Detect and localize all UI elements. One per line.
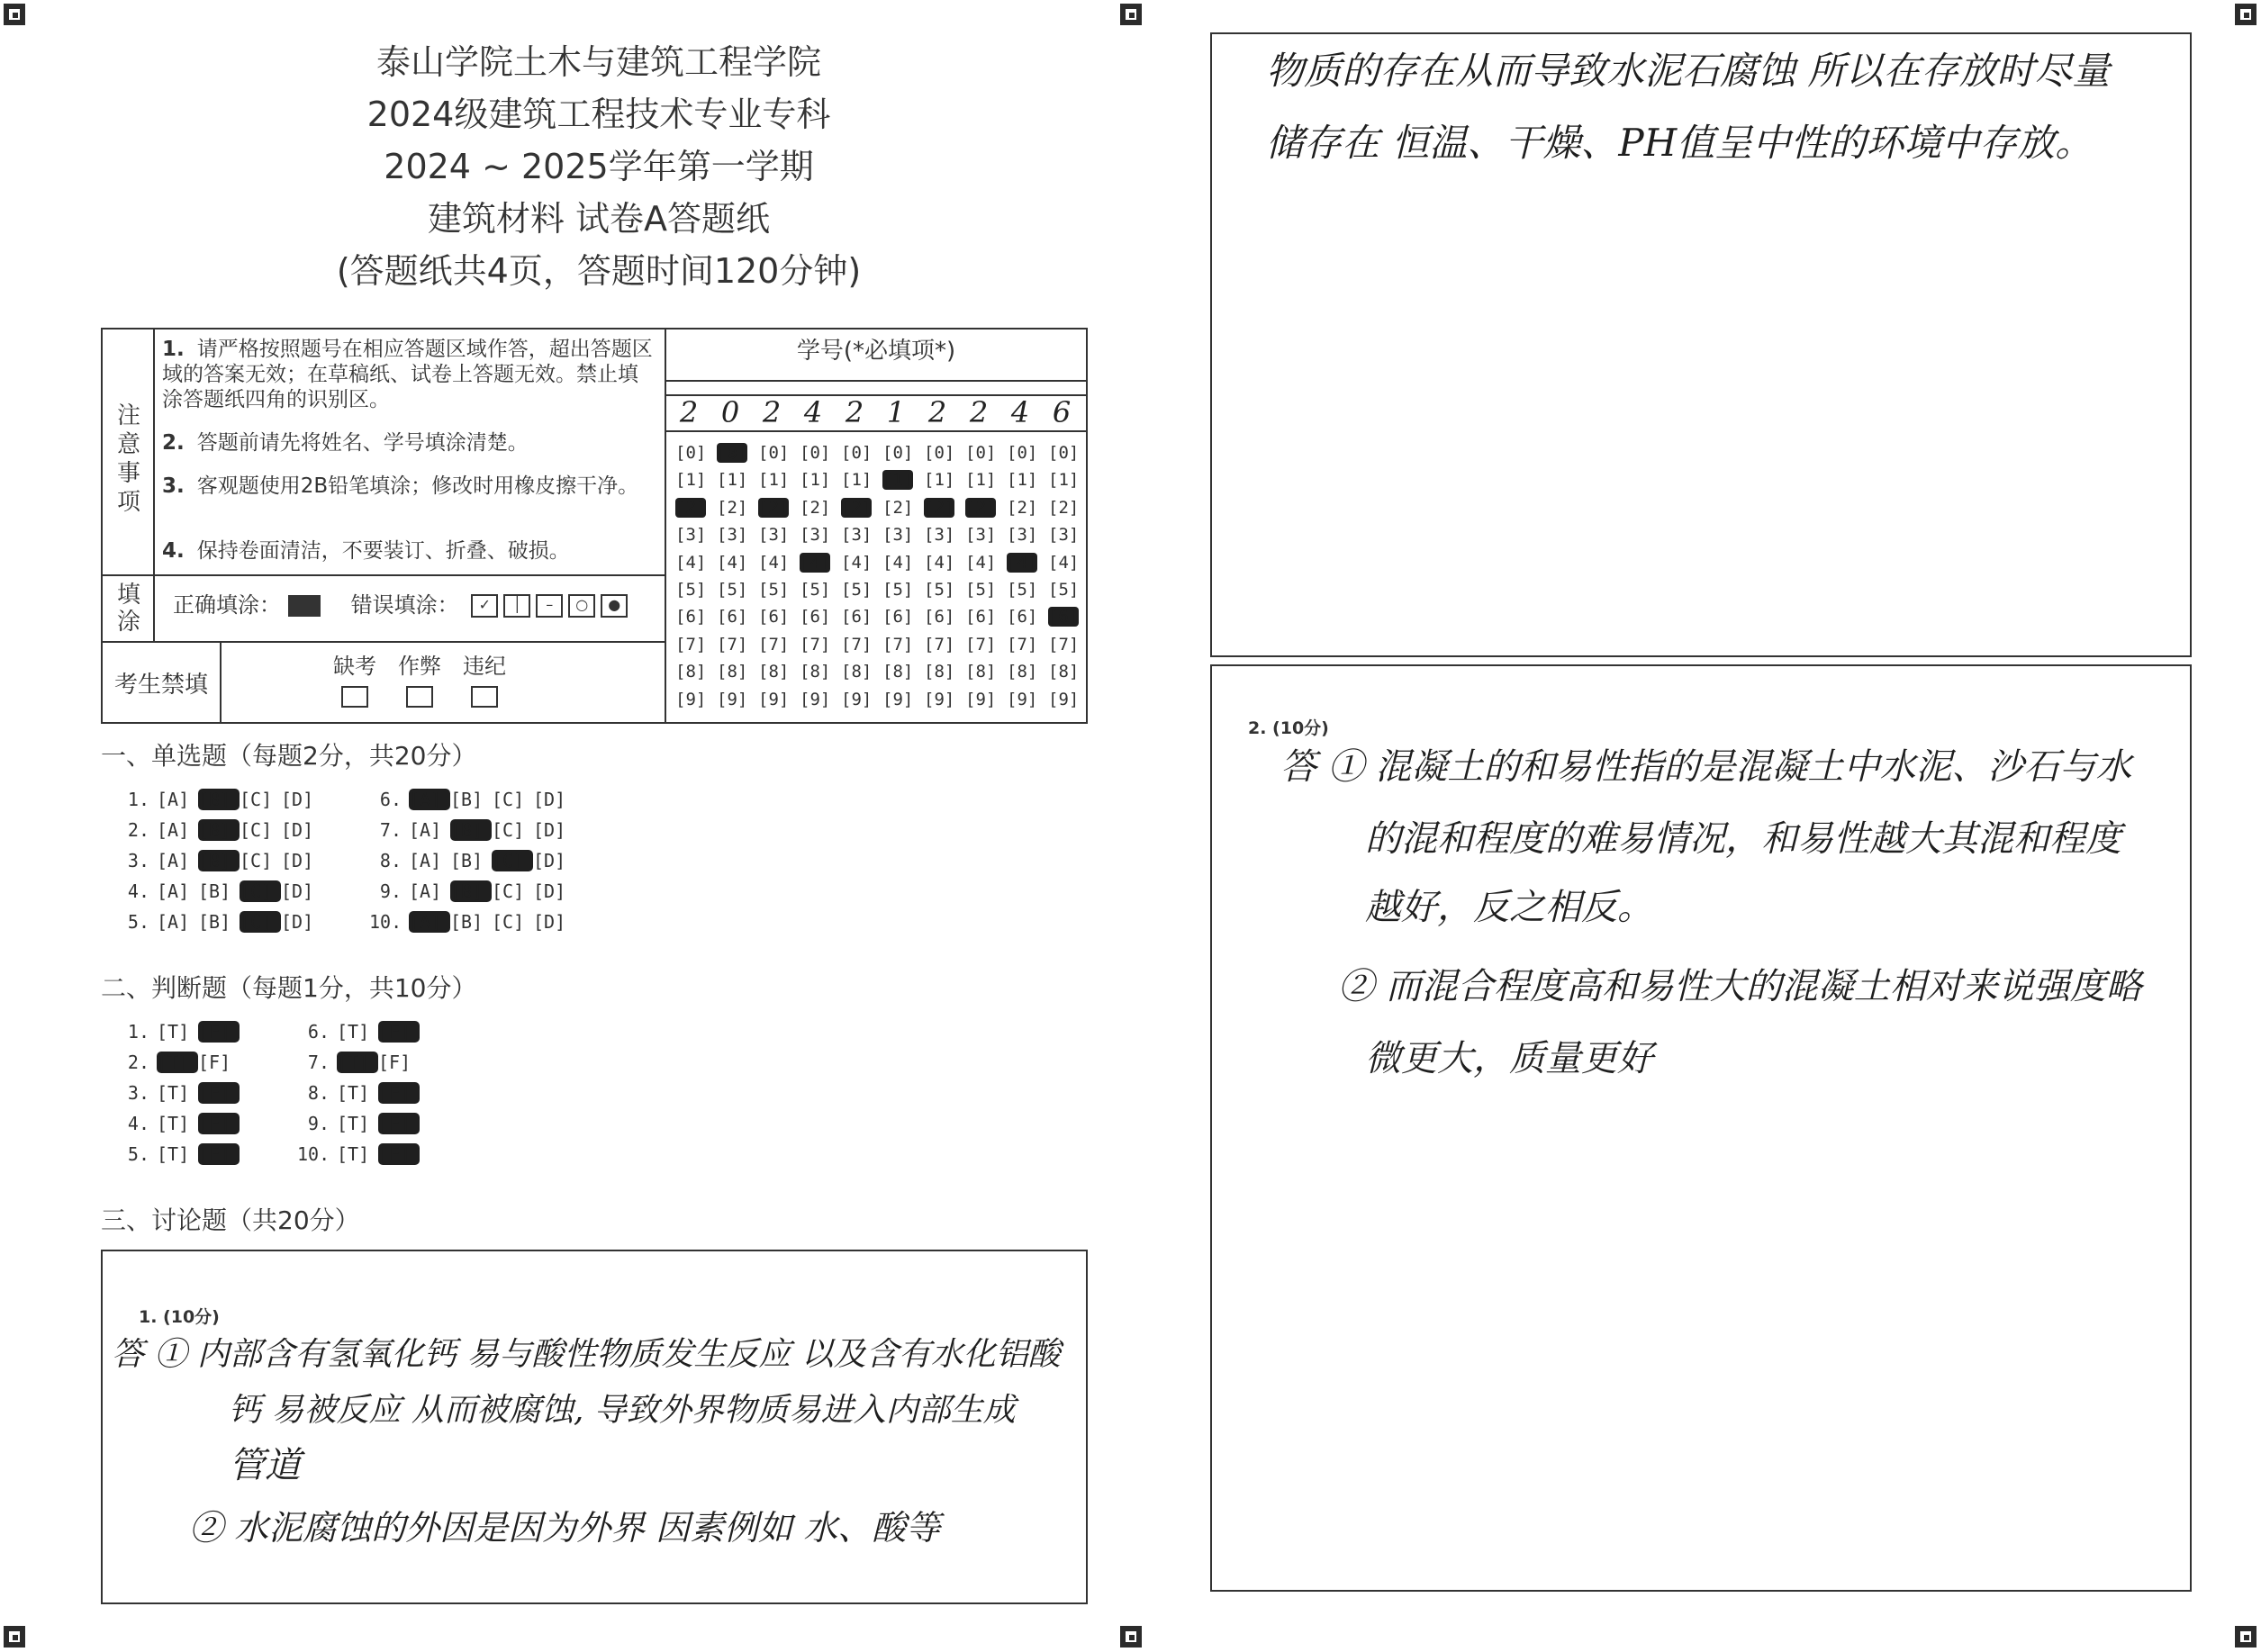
student-id-bubble[interactable]: [4] <box>1007 552 1038 573</box>
student-id-digit: 2 <box>845 395 864 429</box>
answer-option-bubble[interactable]: [F] <box>198 1082 240 1104</box>
answer-row <box>297 1082 420 1104</box>
question-number: 7. <box>379 819 402 841</box>
student-id-digit: 2 <box>927 395 947 429</box>
q1-continued-line-1: 物质的存在从而导致水泥石腐蚀 所以在存放时尽量 <box>1266 49 2111 93</box>
answer-option-bubble[interactable]: [B] <box>198 850 240 871</box>
answer-row <box>369 850 574 871</box>
student-id-bubble[interactable]: [0] <box>841 443 873 463</box>
student-id-bubble[interactable]: [8] <box>965 662 997 682</box>
answer-row <box>117 911 322 933</box>
student-id-bubble[interactable]: [6] <box>1007 607 1038 627</box>
answer-option-bubble[interactable]: [F] <box>378 1113 420 1134</box>
student-id-bubble[interactable]: [0] <box>1007 443 1038 463</box>
student-id-bubble[interactable]: [8] <box>882 662 914 682</box>
answer-option-bubble[interactable]: [B] <box>450 819 492 841</box>
student-id-bubble[interactable]: [3] <box>717 525 748 546</box>
answer-option-bubble[interactable]: [D] <box>281 880 314 902</box>
answer-option-bubble[interactable]: [A] <box>409 911 450 933</box>
answer-option-bubble[interactable]: [D] <box>533 850 566 871</box>
notice-item-4: 4. 保持卷面清洁，不要装订、折叠、破损。 <box>162 539 570 563</box>
student-id-bubble[interactable]: [7] <box>1048 634 1080 654</box>
answer-option-bubble[interactable]: [F] <box>378 1082 420 1104</box>
answer-row <box>117 1143 240 1165</box>
answer-option-bubble[interactable]: [F] <box>378 1052 412 1073</box>
answer-row <box>117 1021 240 1043</box>
answer-option-bubble[interactable]: [T] <box>157 1082 190 1104</box>
student-id-bubble[interactable]: [2] <box>675 497 707 518</box>
exam-header <box>99 36 1099 297</box>
student-id-bubble[interactable]: [9] <box>758 689 790 709</box>
student-id-bubble[interactable]: [8] <box>1048 662 1080 682</box>
student-id-digit: 2 <box>762 395 782 429</box>
student-id-bubble[interactable]: [9] <box>1007 689 1038 709</box>
student-id-bubble[interactable]: [3] <box>758 525 790 546</box>
student-id-bubble[interactable]: [1] <box>1007 470 1038 491</box>
student-id-bubble[interactable]: [9] <box>965 689 997 709</box>
answer-option-bubble[interactable]: [C] <box>240 911 281 933</box>
student-id-bubble[interactable]: [0] <box>924 443 955 463</box>
answer-row <box>369 789 574 810</box>
student-id-digit: 4 <box>1010 395 1030 429</box>
student-id-bubble[interactable]: [0] <box>717 443 748 463</box>
question-number: 6. <box>307 1021 330 1043</box>
answer-option-bubble[interactable]: [C] <box>492 850 533 871</box>
answer-row <box>117 789 322 810</box>
answer-row <box>369 911 574 933</box>
question-number: 4. <box>127 1113 149 1134</box>
student-id-bubble[interactable]: [4] <box>841 552 873 573</box>
corner-marker-top-left <box>4 4 25 25</box>
info-block <box>101 328 1088 724</box>
student-id-bubble[interactable]: [4] <box>717 552 748 573</box>
answer-option-bubble[interactable]: [D] <box>281 789 314 810</box>
answer-row <box>117 1082 240 1104</box>
q1-answer-line-1: 答 ① 内部含有氢氧化钙 易与酸性物质发生反应 以及含有水化铝酸 <box>112 1336 1061 1373</box>
student-id-bubble[interactable]: [3] <box>965 525 997 546</box>
student-id-bubble[interactable]: [9] <box>1048 689 1080 709</box>
answer-option-bubble[interactable]: [F] <box>198 1113 240 1134</box>
student-id-bubble[interactable]: [2] <box>882 497 914 518</box>
flag-absent: 缺考 <box>328 654 382 713</box>
answer-option-bubble[interactable]: [C] <box>492 880 525 902</box>
student-id-bubble[interactable]: [4] <box>1048 552 1080 573</box>
answer-option-bubble[interactable]: [T] <box>337 1021 370 1043</box>
question-number: 5. <box>127 911 149 933</box>
student-id-bubble[interactable]: [5] <box>841 580 873 600</box>
answer-option-bubble[interactable]: [T] <box>337 1113 370 1134</box>
student-id-digit: 6 <box>1052 395 1072 429</box>
student-id-title: 学号(*必填项*) <box>796 338 956 365</box>
corner-marker-bottom-left <box>4 1626 25 1647</box>
answer-option-bubble[interactable]: [C] <box>240 850 273 871</box>
student-id-digit: 4 <box>803 395 823 429</box>
student-id-bubble[interactable]: [3] <box>841 525 873 546</box>
student-id-bubble[interactable]: [1] <box>924 470 955 491</box>
answer-option-bubble[interactable]: [F] <box>198 1143 240 1165</box>
student-id-bubble[interactable]: [7] <box>675 634 707 654</box>
student-id-bubble[interactable]: [2] <box>841 497 873 518</box>
answer-option-bubble[interactable]: [A] <box>409 819 442 841</box>
wrong-fill-dash-icon: – <box>536 594 563 618</box>
answer-option-bubble[interactable]: [C] <box>240 880 281 902</box>
question-number: 3. <box>127 1082 149 1104</box>
student-id-bubble[interactable]: [8] <box>758 662 790 682</box>
student-id-bubble[interactable]: [0] <box>1048 443 1080 463</box>
answer-option-bubble[interactable]: [A] <box>157 880 190 902</box>
student-id-bubble[interactable]: [3] <box>1048 525 1080 546</box>
student-id-bubble[interactable]: [2] <box>800 497 831 518</box>
answer-option-bubble[interactable]: [T] <box>337 1143 370 1165</box>
wrong-fill-line-icon: │ <box>503 594 530 618</box>
student-id-bubble[interactable]: [9] <box>924 689 955 709</box>
wrong-fill-check-icon: ✓ <box>471 594 498 618</box>
flag-cheating-checkbox[interactable] <box>406 686 433 708</box>
question-number: 4. <box>127 880 149 902</box>
answer-option-bubble[interactable]: [T] <box>157 1113 190 1134</box>
q1-answer-box[interactable] <box>101 1250 1088 1604</box>
flag-violation-checkbox[interactable] <box>471 686 498 708</box>
answer-option-bubble[interactable]: [A] <box>157 850 190 871</box>
answer-option-bubble[interactable]: [B] <box>450 789 484 810</box>
flag-absent-checkbox[interactable] <box>341 686 368 708</box>
student-id-bubble[interactable]: [4] <box>924 552 955 573</box>
answer-row <box>369 819 574 841</box>
student-id-bubble[interactable]: [6] <box>800 607 831 627</box>
notice-item-3: 3. 客观题使用2B铅笔填涂；修改时用橡皮擦干净。 <box>162 474 639 498</box>
student-id-bubble[interactable]: [2] <box>965 497 997 518</box>
student-id-bubble[interactable]: [4] <box>758 552 790 573</box>
student-id-bubble[interactable]: [0] <box>882 443 914 463</box>
student-id-bubble[interactable]: [7] <box>924 634 955 654</box>
student-id-bubble[interactable]: [1] <box>800 470 831 491</box>
correct-fill-example <box>288 595 321 617</box>
student-id-bubble[interactable]: [4] <box>965 552 997 573</box>
corner-marker-top-center <box>1120 4 1142 25</box>
corner-marker-bottom-center <box>1120 1626 1142 1647</box>
student-id-bubble[interactable]: [5] <box>1007 580 1038 600</box>
student-id-bubble[interactable]: [5] <box>675 580 707 600</box>
student-id-bubble[interactable]: [3] <box>675 525 707 546</box>
student-id-bubble[interactable]: [0] <box>965 443 997 463</box>
student-id-bubble[interactable]: [1] <box>758 470 790 491</box>
header-paper-title: 建筑材料 试卷A答题纸 <box>427 199 771 239</box>
student-id-digit: 2 <box>969 395 989 429</box>
student-id-bubble[interactable]: [4] <box>675 552 707 573</box>
student-id-bubble[interactable]: [4] <box>882 552 914 573</box>
flag-cheating: 作弊 <box>393 654 447 713</box>
answer-option-bubble[interactable]: [D] <box>281 850 314 871</box>
q2-answer-line-3: 越好，反之相反。 <box>1365 887 1653 928</box>
answer-option-bubble[interactable]: [T] <box>157 1021 190 1043</box>
answer-option-bubble[interactable]: [D] <box>281 819 314 841</box>
student-id-bubble[interactable]: [1] <box>675 470 707 491</box>
q2-answer-line-5: 微更大，质量更好 <box>1365 1038 1653 1079</box>
question-number: 8. <box>379 850 402 871</box>
student-id-bubble[interactable]: [2] <box>758 497 790 518</box>
student-id-bubble[interactable]: [2] <box>924 497 955 518</box>
student-id-bubble[interactable]: [6] <box>882 607 914 627</box>
section1-title: 一、单选题（每题2分，共20分） <box>101 741 477 771</box>
student-id-bubble[interactable]: [8] <box>841 662 873 682</box>
q2-answer-line-2: 的混和程度的难易情况，和易性越大其混和程度 <box>1365 818 2121 860</box>
answer-row <box>297 1113 420 1134</box>
student-id-digit: 0 <box>720 395 740 429</box>
answer-option-bubble[interactable]: [C] <box>240 819 273 841</box>
header-major: 2024级建筑工程技术专业专科 <box>366 95 831 134</box>
answer-option-bubble[interactable]: [B] <box>198 819 240 841</box>
notice-item-1: 1. 请严格按照题号在相应答题区域作答，超出答题区域的答案无效；在草稿纸、试卷上答题无效。禁止填涂答题纸四角的识别区。 <box>162 338 653 411</box>
answer-option-bubble[interactable]: [B] <box>450 880 492 902</box>
student-id-bubble[interactable]: [5] <box>758 580 790 600</box>
question-number: 9. <box>379 880 402 902</box>
student-id-bubble[interactable]: [0] <box>675 443 707 463</box>
student-id-bubble[interactable]: [8] <box>1007 662 1038 682</box>
notice-side-label: 注意事项 <box>116 402 140 516</box>
student-id-bubble[interactable]: [5] <box>717 580 748 600</box>
answer-option-bubble[interactable]: [B] <box>198 789 240 810</box>
student-id-bubble[interactable]: [7] <box>965 634 997 654</box>
answer-option-bubble[interactable]: [D] <box>281 911 314 933</box>
answer-row <box>297 1143 420 1165</box>
answer-row <box>117 850 322 871</box>
question-number: 10. <box>369 911 402 933</box>
student-id-bubble[interactable]: [9] <box>717 689 748 709</box>
answer-option-bubble[interactable]: [C] <box>492 819 525 841</box>
answer-option-bubble[interactable]: [A] <box>157 789 190 810</box>
answer-option-bubble[interactable]: [B] <box>450 850 484 871</box>
student-id-bubble[interactable]: [7] <box>800 634 831 654</box>
answer-option-bubble[interactable]: [D] <box>533 789 566 810</box>
student-id-bubble[interactable]: [3] <box>1007 525 1038 546</box>
question-number: 8. <box>307 1082 330 1104</box>
answer-option-bubble[interactable]: [D] <box>533 819 566 841</box>
answer-row <box>117 819 322 841</box>
student-id-bubble[interactable]: [9] <box>841 689 873 709</box>
student-id-digit: 1 <box>886 395 906 429</box>
question-number: 9. <box>307 1113 330 1134</box>
student-id-bubble[interactable]: [5] <box>965 580 997 600</box>
student-id-bubble[interactable]: [8] <box>800 662 831 682</box>
student-id-bubble[interactable]: [2] <box>1007 497 1038 518</box>
student-id-bubble[interactable]: [4] <box>800 552 831 573</box>
answer-option-bubble[interactable]: [T] <box>157 1143 190 1165</box>
answer-row <box>369 880 574 902</box>
student-id-bubble[interactable]: [2] <box>1048 497 1080 518</box>
student-id-bubble[interactable]: [3] <box>800 525 831 546</box>
header-time-note: (答题纸共4页，答题时间120分钟) <box>336 251 862 291</box>
wrong-fill-dot-icon: ● <box>601 594 628 618</box>
student-id-digit: 2 <box>679 395 699 429</box>
corner-marker-top-right <box>2235 4 2256 25</box>
student-id-bubble[interactable]: [6] <box>965 607 997 627</box>
student-id-bubble[interactable]: [3] <box>882 525 914 546</box>
student-id-bubble[interactable]: [8] <box>924 662 955 682</box>
student-id-bubble[interactable]: [8] <box>675 662 707 682</box>
answer-option-bubble[interactable]: [A] <box>409 789 450 810</box>
student-id-bubble[interactable]: [7] <box>1007 634 1038 654</box>
student-id-bubble[interactable]: [9] <box>882 689 914 709</box>
answer-option-bubble[interactable]: [T] <box>337 1082 370 1104</box>
student-id-bubble[interactable]: [1] <box>1048 470 1080 491</box>
question-number: 1. <box>127 1021 149 1043</box>
q2-answer-line-1: 答 ① 混凝土的和易性指的是混凝土中水泥、沙石与水 <box>1280 746 2132 788</box>
student-id-bubble[interactable]: [0] <box>758 443 790 463</box>
answer-option-bubble[interactable]: [T] <box>157 1052 198 1073</box>
student-id-bubble[interactable]: [1] <box>717 470 748 491</box>
answer-option-bubble[interactable]: [B] <box>198 911 231 933</box>
answer-option-bubble[interactable]: [F] <box>378 1143 420 1165</box>
answer-option-bubble[interactable]: [F] <box>378 1021 420 1043</box>
notice-item-2: 2. 答题前请先将姓名、学号填涂清楚。 <box>162 431 529 455</box>
fill-side-label: 填涂 <box>116 582 140 636</box>
question-number: 2. <box>127 819 149 841</box>
answer-option-bubble[interactable]: [C] <box>240 789 273 810</box>
q1-answer-line-3: 管道 <box>229 1445 301 1486</box>
student-id-bubble[interactable]: [5] <box>800 580 831 600</box>
answer-option-bubble[interactable]: [B] <box>198 880 231 902</box>
answer-row <box>117 1052 240 1073</box>
header-school: 泰山学院土木与建筑工程学院 <box>375 42 821 82</box>
student-id-bubble[interactable]: [7] <box>717 634 748 654</box>
question-number: 5. <box>127 1143 149 1165</box>
corner-marker-bottom-right <box>2235 1626 2256 1647</box>
q2-label: 2. (10分) <box>1248 718 1329 738</box>
question-number: 6. <box>379 789 402 810</box>
q1-continued-box[interactable] <box>1210 32 2192 657</box>
student-id-bubble[interactable]: [9] <box>800 689 831 709</box>
question-number: 1. <box>127 789 149 810</box>
student-id-bubble[interactable]: [6] <box>717 607 748 627</box>
student-id-bubble[interactable]: [1] <box>882 470 914 491</box>
answer-option-bubble[interactable]: [A] <box>409 880 442 902</box>
student-id-bubble[interactable]: [6] <box>841 607 873 627</box>
student-id-bubble[interactable]: [3] <box>924 525 955 546</box>
answer-option-bubble[interactable]: [T] <box>337 1052 378 1073</box>
q1-label: 1. (10分) <box>139 1307 220 1327</box>
answer-row <box>117 1113 240 1134</box>
answer-option-bubble[interactable]: [B] <box>450 911 484 933</box>
answer-option-bubble[interactable]: [F] <box>198 1052 231 1073</box>
q1-answer-line-4: ② 水泥腐蚀的外因是因为外界 因素例如 水、酸等 <box>189 1508 941 1548</box>
q1-continued-line-2: 储存在 恒温、干燥、PH值呈中性的环境中存放。 <box>1266 121 2094 165</box>
student-id-bubble[interactable]: [8] <box>717 662 748 682</box>
student-id-bubble[interactable]: [7] <box>758 634 790 654</box>
question-number: 3. <box>127 850 149 871</box>
student-id-bubble[interactable]: [6] <box>675 607 707 627</box>
student-id-bubble[interactable]: [1] <box>965 470 997 491</box>
answer-row <box>297 1021 420 1043</box>
answer-option-bubble[interactable]: [C] <box>492 789 525 810</box>
student-id-bubble[interactable]: [9] <box>675 689 707 709</box>
answer-row <box>297 1052 420 1073</box>
flag-violation: 违纪 <box>457 654 511 713</box>
answer-row <box>117 880 322 902</box>
question-number: 10. <box>297 1143 330 1165</box>
wrong-fill-circle-icon: ○ <box>568 594 595 618</box>
student-id-bubble[interactable]: [7] <box>841 634 873 654</box>
examiner-label: 考生禁填 <box>113 672 208 699</box>
answer-option-bubble[interactable]: [D] <box>533 911 566 933</box>
section2-title: 二、判断题（每题1分，共10分） <box>101 973 477 1003</box>
answer-option-bubble[interactable]: [F] <box>198 1021 240 1043</box>
answer-option-bubble[interactable]: [A] <box>409 850 442 871</box>
section3-title: 三、讨论题（共20分） <box>101 1205 360 1235</box>
header-term: 2024 ~ 2025学年第一学期 <box>384 147 814 186</box>
student-id-bubble[interactable]: [1] <box>841 470 873 491</box>
student-id-bubble[interactable]: [6] <box>758 607 790 627</box>
student-id-bubble[interactable]: [7] <box>882 634 914 654</box>
question-number: 2. <box>127 1052 149 1073</box>
student-id-bubble[interactable]: [5] <box>1048 580 1080 600</box>
student-id-bubble[interactable]: [2] <box>717 497 748 518</box>
q2-answer-line-4: ② 而混合程度高和易性大的混凝土相对来说强度略 <box>1338 966 2142 1007</box>
student-id-bubble[interactable]: [6] <box>1048 607 1080 627</box>
q2-answer-box[interactable] <box>1210 664 2192 1592</box>
answer-option-bubble[interactable]: [D] <box>533 880 566 902</box>
fill-examples: 正确填涂： 错误填涂： ✓ │ – ○ ● <box>173 592 659 618</box>
answer-option-bubble[interactable]: [A] <box>157 911 190 933</box>
student-id-bubble[interactable]: [6] <box>924 607 955 627</box>
answer-option-bubble[interactable]: [C] <box>492 911 525 933</box>
student-id-bubble[interactable]: [5] <box>924 580 955 600</box>
q1-answer-line-2: 钙 易被反应 从而被腐蚀, 导致外界物质易进入内部生成 <box>229 1392 1016 1429</box>
student-id-bubble[interactable]: [0] <box>800 443 831 463</box>
answer-option-bubble[interactable]: [A] <box>157 819 190 841</box>
student-id-bubble[interactable]: [5] <box>882 580 914 600</box>
question-number: 7. <box>307 1052 330 1073</box>
